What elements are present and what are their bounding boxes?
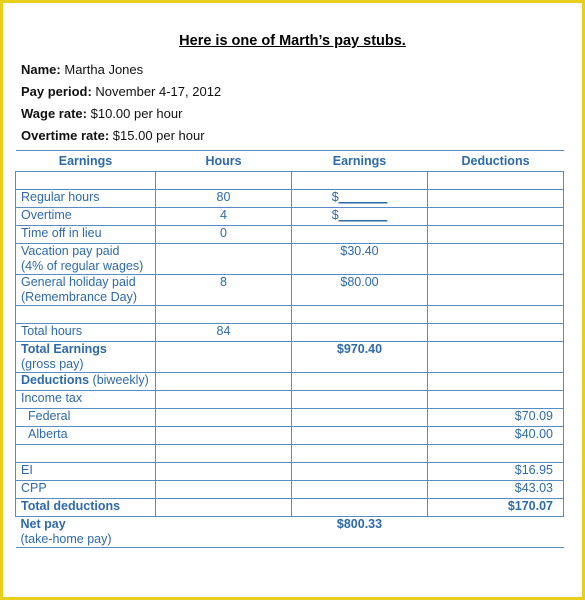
table-row <box>16 324 564 342</box>
table-row <box>16 391 564 409</box>
table-row <box>16 409 564 427</box>
table-row <box>16 208 564 226</box>
row-earnings: $800.33 <box>292 517 428 548</box>
pay-period-value: November 4-17, 2012 <box>95 84 222 99</box>
row-hours: 0 <box>156 226 292 244</box>
row-label: CPP <box>16 481 156 499</box>
row-label: Time off in lieu <box>16 226 156 244</box>
row-label: Regular hours <box>16 190 156 208</box>
table-row-blank <box>16 445 564 463</box>
table-row-blank <box>16 172 564 190</box>
table-row <box>16 427 564 445</box>
row-earnings: $80.00 <box>292 275 428 306</box>
row-earnings: $_______ <box>292 208 428 226</box>
row-earnings: $30.40 <box>292 244 428 275</box>
row-earnings: $970.40 <box>292 342 428 373</box>
table-row-blank <box>16 306 564 324</box>
row-label: Vacation pay paid (4% of regular wages) <box>16 244 156 275</box>
row-label: General holiday paid (Remembrance Day) <box>16 275 156 306</box>
overtime-rate-line <box>21 128 205 143</box>
table-header-row <box>16 151 564 172</box>
row-label: Overtime <box>16 208 156 226</box>
table-row <box>16 342 564 373</box>
table-row <box>16 275 564 306</box>
row-label: Deductions (biweekly) <box>16 373 156 391</box>
row-label: Net pay (take-home pay) <box>16 517 156 548</box>
header-deductions: Deductions <box>428 151 564 172</box>
name-value: Martha Jones <box>64 62 144 77</box>
pay-period-line <box>21 84 221 99</box>
row-deduction: $70.09 <box>428 409 564 427</box>
table-row <box>16 190 564 208</box>
row-deduction: $40.00 <box>428 427 564 445</box>
overtime-rate-label: Overtime rate: <box>21 128 110 143</box>
row-hours: 8 <box>156 275 292 306</box>
header-hours: Hours <box>156 151 292 172</box>
row-label: EI <box>16 463 156 481</box>
row-hours: 4 <box>156 208 292 226</box>
page-title: Here is one of Marth’s pay stubs. <box>179 33 406 49</box>
row-label: Income tax <box>16 391 156 409</box>
table-row <box>16 373 564 391</box>
header-earnings-amount: Earnings <box>292 151 428 172</box>
row-hours: 80 <box>156 190 292 208</box>
row-earnings: $_______ <box>292 190 428 208</box>
table-row <box>16 499 564 517</box>
header-earnings: Earnings <box>16 151 156 172</box>
name-label: Name: <box>21 62 61 77</box>
row-label: Alberta <box>16 427 156 445</box>
row-label: Total hours <box>16 324 156 342</box>
row-label: Federal <box>16 409 156 427</box>
row-deduction: $170.07 <box>428 499 564 517</box>
pay-stub-table <box>15 150 564 548</box>
pay-period-label: Pay period: <box>21 84 92 99</box>
row-label: Total Earnings (gross pay) <box>16 342 156 373</box>
name-line <box>21 62 143 77</box>
wage-rate-line <box>21 106 182 121</box>
table-row <box>16 244 564 275</box>
wage-rate-value: $10.00 per hour <box>90 106 183 121</box>
wage-rate-label: Wage rate: <box>21 106 87 121</box>
row-deduction: $16.95 <box>428 463 564 481</box>
table-row <box>16 481 564 499</box>
overtime-rate-value: $15.00 per hour <box>112 128 205 143</box>
table-row <box>16 226 564 244</box>
row-hours: 84 <box>156 324 292 342</box>
row-label: Total deductions <box>16 499 156 517</box>
row-deduction: $43.03 <box>428 481 564 499</box>
table-row <box>16 463 564 481</box>
table-row <box>16 517 564 548</box>
